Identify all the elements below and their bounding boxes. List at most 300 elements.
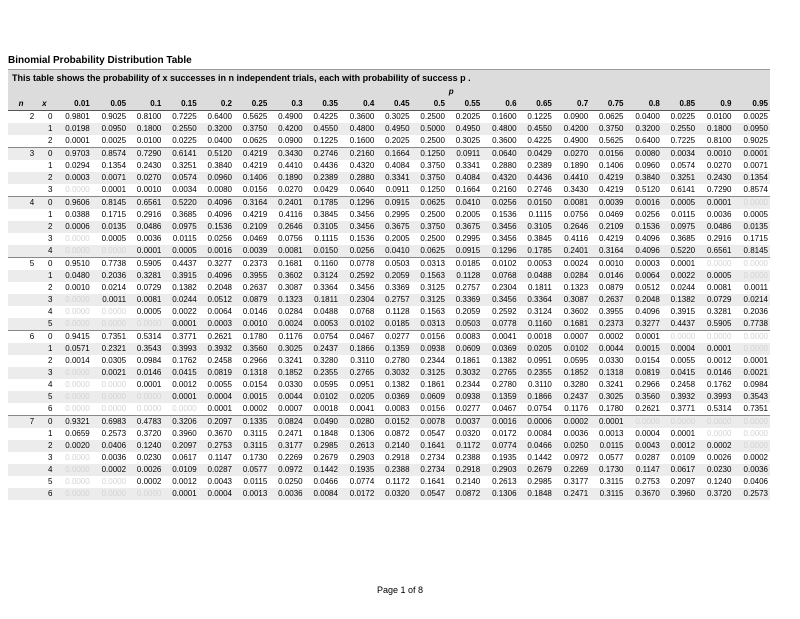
- probability-cell: 0.4437: [163, 258, 198, 271]
- probability-cell: 0.0609: [447, 343, 482, 355]
- probability-cell: 0.2550: [163, 123, 198, 135]
- probability-cell: 0.0469: [242, 234, 268, 243]
- probability-cell: 0.3602: [269, 270, 304, 282]
- probability-cell: 0.4084: [447, 172, 482, 184]
- probability-cell: 0.3281: [128, 270, 163, 282]
- probability-cell: 0.1296: [340, 197, 376, 210]
- probability-cell: 0.0115: [172, 234, 197, 243]
- probability-cell: 0.0185: [447, 258, 482, 271]
- probability-cell: 0.3164: [590, 245, 625, 258]
- document-title: Binomial Probability Distribution Table: [8, 55, 192, 66]
- probability-cell: 0.3750: [420, 161, 445, 170]
- probability-cell: 0.0244: [163, 294, 198, 306]
- probability-cell: 0.0640: [349, 185, 375, 194]
- probability-cell: 0.0001: [101, 185, 127, 194]
- probability-cell: 0.0185: [376, 318, 411, 331]
- probability-cell: 0.1250: [412, 148, 447, 161]
- probability-cell: 0.0488: [519, 270, 554, 282]
- probability-cell: 0.0083: [447, 331, 482, 344]
- probability-cell: 0.0617: [172, 453, 197, 462]
- probability-cell: 0.1172: [447, 440, 482, 452]
- n-value: [8, 270, 36, 282]
- probability-cell: 0.0768: [482, 270, 518, 282]
- p-column-header: 0.75: [590, 98, 625, 111]
- probability-cell: 0.0005: [101, 234, 127, 243]
- probability-cell: 0.2592: [340, 270, 376, 282]
- probability-cell: 0.0000: [128, 318, 163, 331]
- probability-cell: 0.0225: [172, 136, 197, 145]
- probability-cell: 0.0041: [349, 404, 375, 413]
- probability-cell: 0.1306: [482, 488, 518, 500]
- probability-cell: 0.4320: [349, 161, 375, 170]
- probability-cell: 0.1359: [482, 391, 518, 403]
- x-value: 6: [47, 404, 53, 413]
- probability-cell: 0.0369: [482, 343, 518, 355]
- probability-cell: 0.0972: [563, 453, 589, 462]
- x-value: 4: [47, 380, 53, 389]
- p-column-header: 0.95: [733, 98, 770, 111]
- probability-cell: 0.0037: [447, 416, 482, 429]
- table-row: [8, 160, 770, 172]
- probability-cell: 0.3771: [163, 331, 198, 344]
- probability-cell: 0.2471: [278, 429, 303, 438]
- probability-cell: 0.0001: [163, 318, 198, 331]
- p-column-header: 0.85: [662, 98, 697, 111]
- probability-cell: 0.2734: [420, 453, 445, 462]
- probability-cell: 0.2048: [625, 294, 661, 306]
- probability-cell: 0.0081: [706, 283, 732, 292]
- table-row: [8, 355, 770, 367]
- probability-cell: 0.0000: [54, 464, 91, 476]
- probability-cell: 0.0466: [519, 440, 554, 452]
- probability-cell: 0.2679: [519, 464, 554, 476]
- probability-cell: 0.0729: [136, 283, 162, 292]
- probability-cell: 0.0000: [54, 391, 91, 403]
- probability-cell: 0.2679: [313, 453, 338, 462]
- x-value: 4: [36, 245, 54, 258]
- probability-cell: 0.5905: [128, 258, 163, 271]
- probability-cell: 0.0022: [662, 270, 697, 282]
- probability-cell: 0.0000: [697, 416, 733, 429]
- probability-cell: 0.2109: [234, 221, 269, 233]
- table-row: [8, 270, 770, 282]
- probability-cell: 0.0900: [563, 112, 589, 121]
- probability-cell: 0.0084: [305, 488, 340, 500]
- probability-cell: 0.0156: [242, 185, 268, 194]
- n-value: [8, 245, 36, 258]
- probability-cell: 0.0001: [590, 416, 625, 429]
- probability-cell: 0.0010: [697, 148, 733, 161]
- probability-cell: 0.0659: [65, 429, 90, 438]
- probability-cell: 0.3087: [278, 283, 303, 292]
- probability-cell: 0.5220: [163, 197, 198, 210]
- probability-cell: 0.0000: [65, 404, 90, 413]
- probability-cell: 0.2430: [136, 161, 162, 170]
- probability-cell: 0.3241: [599, 380, 624, 389]
- probability-cell: 0.0146: [128, 367, 163, 379]
- probability-cell: 0.0001: [670, 429, 696, 438]
- probability-cell: 0.0819: [625, 367, 661, 379]
- probability-cell: 0.0001: [207, 404, 232, 413]
- probability-cell: 0.0026: [128, 464, 163, 476]
- probability-cell: 0.1323: [563, 283, 589, 292]
- probability-cell: 0.0972: [269, 464, 304, 476]
- probability-cell: 0.0026: [706, 453, 732, 462]
- x-value: 6: [36, 488, 54, 500]
- probability-cell: 0.0486: [128, 221, 163, 233]
- probability-cell: 0.0083: [385, 404, 410, 413]
- probability-cell: 0.0146: [697, 367, 733, 379]
- probability-cell: 0.1536: [625, 221, 661, 233]
- probability-cell: 0.0330: [278, 380, 303, 389]
- probability-cell: 0.1176: [269, 331, 304, 344]
- probability-cell: 0.4800: [482, 123, 518, 135]
- x-value: 4: [47, 307, 53, 316]
- probability-cell: 0.0081: [554, 197, 590, 210]
- probability-cell: 0.2573: [101, 429, 127, 438]
- p-column-header: 0.05: [92, 98, 128, 111]
- probability-cell: 0.0469: [599, 210, 624, 219]
- probability-cell: 0.0064: [207, 307, 232, 316]
- p-column-header: 0.8: [625, 98, 661, 111]
- probability-cell: 0.0774: [482, 440, 518, 452]
- n-value: 7: [8, 416, 36, 429]
- probability-cell: 0.3993: [697, 391, 733, 403]
- p-column-header: 0.2: [199, 98, 234, 111]
- probability-cell: 0.0915: [376, 197, 411, 210]
- probability-cell: 0.3845: [313, 210, 338, 219]
- probability-cell: 0.2097: [670, 477, 696, 486]
- probability-cell: 0.2765: [482, 367, 518, 379]
- probability-cell: 0.3369: [447, 294, 482, 306]
- probability-cell: 0.9321: [54, 416, 91, 429]
- probability-cell: 0.5120: [199, 148, 234, 161]
- probability-cell: 0.2388: [455, 453, 481, 462]
- probability-cell: 0.4200: [554, 123, 590, 135]
- table-row: [8, 403, 770, 416]
- probability-cell: 0.3720: [136, 429, 162, 438]
- p-column-header: 0.35: [305, 98, 340, 111]
- probability-cell: 0.2637: [590, 294, 625, 306]
- probability-cell: 0.1681: [269, 258, 304, 271]
- probability-cell: 0.2918: [385, 453, 410, 462]
- probability-cell: 0.0320: [376, 488, 411, 500]
- probability-cell: 0.1861: [420, 380, 445, 389]
- probability-cell: 0.1730: [590, 464, 625, 476]
- probability-cell: 0.0115: [590, 440, 625, 452]
- probability-cell: 0.0015: [625, 343, 661, 355]
- probability-cell: 0.0000: [101, 307, 127, 316]
- probability-cell: 0.3456: [349, 283, 375, 292]
- probability-cell: 0.0034: [662, 148, 697, 161]
- probability-cell: 0.1128: [447, 270, 482, 282]
- probability-cell: 0.1715: [101, 210, 127, 219]
- probability-cell: 0.2269: [554, 464, 590, 476]
- probability-cell: 0.0081: [269, 245, 304, 258]
- probability-cell: 0.0001: [625, 331, 661, 344]
- n-value: [8, 318, 36, 331]
- probability-cell: 0.2160: [340, 148, 376, 161]
- probability-cell: 0.0294: [65, 161, 90, 170]
- probability-cell: 0.6983: [92, 416, 128, 429]
- probability-cell: 0.3364: [519, 294, 554, 306]
- probability-cell: 0.2269: [278, 453, 303, 462]
- probability-cell: 0.1172: [385, 477, 410, 486]
- probability-cell: 0.7738: [733, 318, 770, 331]
- probability-cell: 0.3720: [697, 488, 733, 500]
- probability-cell: 0.0115: [671, 210, 696, 219]
- probability-cell: 0.3955: [599, 307, 624, 316]
- n-value: [8, 488, 36, 500]
- probability-cell: 0.0109: [163, 464, 198, 476]
- probability-cell: 0.0016: [625, 197, 661, 210]
- probability-cell: 0.0002: [743, 453, 768, 462]
- probability-cell: 0.3115: [590, 488, 625, 500]
- probability-cell: 0.0406: [743, 477, 768, 486]
- probability-cell: 0.0287: [635, 453, 660, 462]
- table-row: [8, 258, 770, 271]
- probability-cell: 0.4116: [278, 210, 303, 219]
- probability-cell: 0.4950: [447, 123, 482, 135]
- probability-cell: 0.0250: [278, 477, 303, 486]
- probability-cell: 0.0000: [733, 258, 770, 271]
- probability-cell: 0.0172: [492, 429, 517, 438]
- probability-cell: 0.2916: [706, 234, 732, 243]
- probability-cell: 0.1359: [376, 343, 411, 355]
- probability-cell: 0.0154: [242, 380, 268, 389]
- probability-cell: 0.1780: [234, 331, 269, 344]
- probability-cell: 0.0005: [136, 307, 162, 316]
- probability-cell: 0.0013: [599, 429, 624, 438]
- probability-cell: 0.4096: [199, 270, 234, 282]
- probability-cell: 0.3369: [385, 283, 410, 292]
- probability-cell: 0.5120: [635, 185, 660, 194]
- probability-cell: 0.0768: [349, 307, 375, 316]
- table-row: [8, 488, 770, 500]
- probability-cell: 0.0016: [482, 416, 518, 429]
- n-value: 3: [8, 148, 36, 161]
- probability-cell: 0.3200: [625, 123, 661, 135]
- probability-cell: 0.0021: [92, 367, 128, 379]
- probability-cell: 0.3955: [234, 270, 269, 282]
- n-value: [8, 367, 36, 379]
- probability-cell: 0.5905: [697, 318, 733, 331]
- probability-cell: 0.0000: [54, 367, 91, 379]
- probability-cell: 0.0900: [278, 136, 303, 145]
- probability-cell: 0.0146: [590, 270, 625, 282]
- probability-cell: 0.1785: [305, 197, 340, 210]
- probability-cell: 0.0010: [65, 283, 90, 292]
- probability-cell: 0.0001: [163, 488, 198, 500]
- probability-cell: 0.0043: [207, 477, 232, 486]
- probability-cell: 0.1382: [172, 283, 197, 292]
- probability-cell: 0.3456: [482, 294, 518, 306]
- probability-cell: 0.0102: [554, 343, 590, 355]
- probability-cell: 0.3932: [199, 343, 234, 355]
- probability-cell: 0.6400: [207, 112, 232, 121]
- probability-cell: 0.1147: [625, 464, 661, 476]
- probability-cell: 0.0081: [128, 294, 163, 306]
- probability-cell: 0.0406: [92, 440, 128, 452]
- probability-cell: 0.1442: [305, 464, 340, 476]
- probability-cell: 0.3560: [234, 343, 269, 355]
- x-value: 5: [36, 391, 54, 403]
- n-value: [8, 123, 36, 135]
- n-value: [8, 391, 36, 403]
- n-value: [8, 184, 36, 197]
- probability-cell: 0.3124: [305, 270, 340, 282]
- p-axis-label: p: [54, 86, 770, 98]
- probability-cell: 0.3543: [128, 343, 163, 355]
- table-row: [8, 245, 770, 258]
- probability-cell: 0.3032: [447, 367, 482, 379]
- probability-cell: 0.0084: [527, 429, 552, 438]
- probability-cell: 0.1852: [269, 367, 304, 379]
- table-row: [8, 306, 770, 318]
- probability-cell: 0.0230: [136, 453, 162, 462]
- probability-cell: 0.6400: [635, 136, 660, 145]
- n-value: [8, 135, 36, 148]
- probability-cell: 0.0000: [65, 380, 90, 389]
- probability-cell: 0.0000: [65, 185, 90, 194]
- probability-cell: 0.1852: [554, 367, 590, 379]
- probability-cell: 0.0003: [54, 172, 91, 184]
- p-column-header: 0.45: [376, 98, 411, 111]
- probability-cell: 0.0034: [172, 185, 197, 194]
- probability-cell: 0.0001: [733, 148, 770, 161]
- probability-cell: 0.3932: [662, 391, 697, 403]
- probability-cell: 0.0975: [662, 221, 697, 233]
- probability-cell: 0.2646: [554, 221, 590, 233]
- probability-cell: 0.2916: [136, 210, 162, 219]
- probability-cell: 0.0044: [590, 343, 625, 355]
- probability-cell: 0.2059: [455, 307, 481, 316]
- probability-cell: 0.0150: [519, 197, 554, 210]
- probability-cell: 0.0024: [269, 318, 304, 331]
- probability-cell: 0.0756: [563, 210, 589, 219]
- p-column-header: 0.9: [697, 98, 733, 111]
- probability-cell: 0.0005: [163, 245, 198, 258]
- probability-cell: 0.8100: [136, 112, 162, 121]
- n-value: [8, 464, 36, 476]
- probability-cell: 0.3430: [269, 148, 304, 161]
- probability-cell: 0.1160: [305, 258, 340, 271]
- probability-cell: 0.0000: [65, 307, 90, 316]
- probability-cell: 0.3251: [172, 161, 197, 170]
- probability-cell: 0.0330: [599, 356, 624, 365]
- probability-cell: 0.0000: [136, 404, 162, 413]
- probability-cell: 0.2621: [635, 404, 660, 413]
- probability-cell: 0.0609: [412, 391, 447, 403]
- probability-cell: 0.5220: [662, 245, 697, 258]
- probability-cell: 0.0000: [92, 318, 128, 331]
- probability-cell: 0.4783: [128, 416, 163, 429]
- probability-cell: 0.7225: [670, 136, 696, 145]
- probability-cell: 0.2304: [340, 294, 376, 306]
- probability-cell: 0.3341: [376, 172, 411, 184]
- probability-cell: 0.0960: [635, 161, 660, 170]
- probability-cell: 0.2458: [670, 380, 696, 389]
- probability-cell: 0.0284: [554, 270, 590, 282]
- probability-cell: 0.3600: [492, 136, 517, 145]
- probability-cell: 0.3124: [527, 307, 552, 316]
- probability-cell: 0.0000: [92, 488, 128, 500]
- table-row: [8, 221, 770, 233]
- probability-cell: 0.0004: [199, 391, 234, 403]
- probability-cell: 0.0577: [234, 464, 269, 476]
- probability-cell: 0.8145: [92, 197, 128, 210]
- probability-cell: 0.0415: [662, 367, 697, 379]
- x-value: 3: [47, 453, 53, 462]
- probability-cell: 0.2458: [207, 356, 232, 365]
- probability-cell: 0.0486: [697, 221, 733, 233]
- probability-cell: 0.2765: [340, 367, 376, 379]
- p-column-header: 0.15: [163, 98, 198, 111]
- probability-cell: 0.3845: [527, 234, 552, 243]
- probability-cell: 0.3685: [670, 234, 696, 243]
- x-value: 0: [36, 148, 54, 161]
- probability-cell: 0.0467: [340, 331, 376, 344]
- probability-cell: 0.0000: [128, 488, 163, 500]
- probability-cell: 0.0284: [278, 307, 303, 316]
- probability-cell: 0.1382: [662, 294, 697, 306]
- probability-cell: 0.0004: [662, 343, 697, 355]
- probability-cell: 0.0003: [625, 258, 661, 271]
- probability-cell: 0.0135: [733, 221, 770, 233]
- table-row: [8, 111, 770, 124]
- probability-cell: 0.0115: [243, 477, 268, 486]
- probability-cell: 0.3115: [243, 429, 268, 438]
- probability-cell: 0.1935: [492, 453, 517, 462]
- table-row: [8, 428, 770, 440]
- probability-cell: 0.0503: [376, 258, 411, 271]
- probability-cell: 0.3456: [492, 234, 517, 243]
- table-row: [8, 367, 770, 379]
- n-value: [8, 355, 36, 367]
- probability-cell: 0.4219: [242, 161, 268, 170]
- probability-cell: 0.4096: [199, 197, 234, 210]
- table-row: [8, 233, 770, 245]
- probability-cell: 0.3456: [482, 221, 518, 233]
- probability-cell: 0.2500: [420, 210, 445, 219]
- probability-cell: 0.4096: [635, 307, 660, 316]
- x-value: 2: [36, 440, 54, 452]
- probability-cell: 0.7290: [706, 185, 732, 194]
- probability-cell: 0.1323: [269, 294, 304, 306]
- probability-cell: 0.3110: [527, 380, 552, 389]
- probability-cell: 0.0154: [635, 356, 660, 365]
- probability-cell: 0.0078: [412, 416, 447, 429]
- probability-cell: 0.1354: [101, 161, 127, 170]
- probability-cell: 0.0270: [554, 148, 590, 161]
- probability-cell: 0.0205: [340, 391, 376, 403]
- binomial-table: [8, 86, 770, 500]
- probability-cell: 0.3125: [420, 283, 445, 292]
- probability-cell: 0.0006: [54, 221, 91, 233]
- n-value: [8, 403, 36, 416]
- probability-cell: 0.1240: [128, 440, 163, 452]
- probability-cell: 0.3087: [554, 294, 590, 306]
- probability-cell: 0.0879: [234, 294, 269, 306]
- probability-cell: 0.3025: [269, 343, 304, 355]
- probability-cell: 0.0466: [313, 477, 338, 486]
- probability-cell: 0.3025: [385, 112, 410, 121]
- probability-cell: 0.2401: [554, 245, 590, 258]
- probability-cell: 0.0244: [670, 283, 696, 292]
- probability-cell: 0.2613: [492, 477, 517, 486]
- probability-cell: 0.2746: [527, 185, 552, 194]
- probability-cell: 0.3277: [625, 318, 661, 331]
